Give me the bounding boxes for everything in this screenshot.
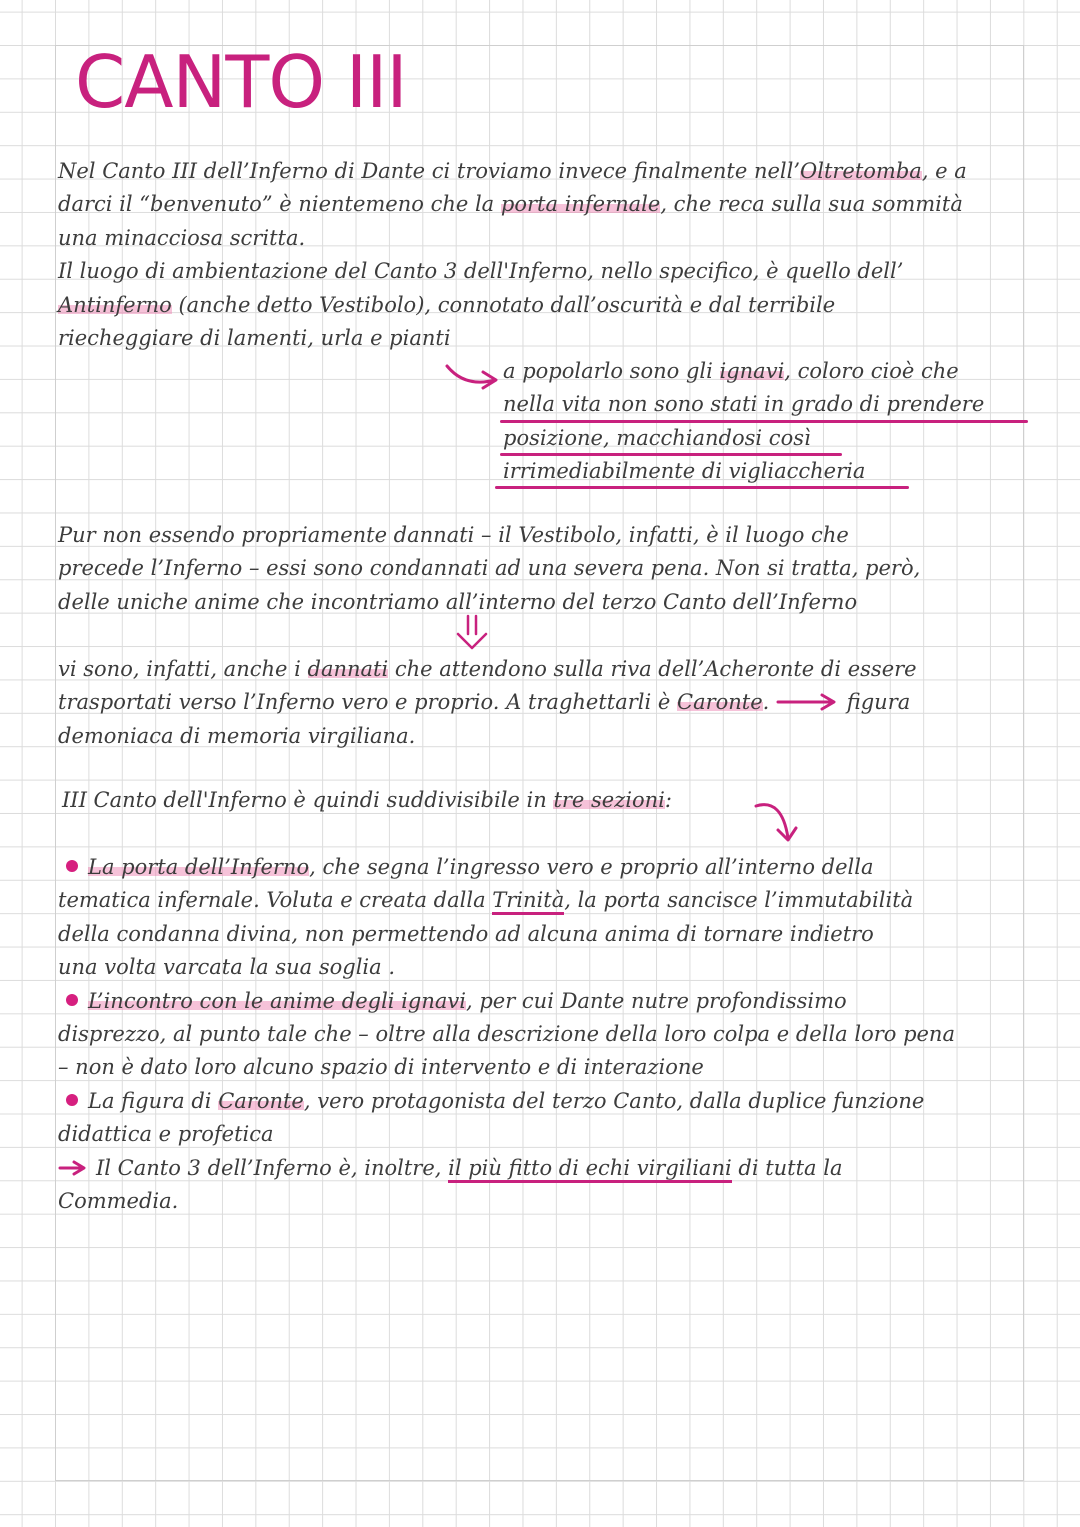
- highlight-oltretomba: Oltretomba: [800, 159, 922, 183]
- list-item-text: tematica infernale. Voluta e creata dalla: [58, 888, 493, 913]
- highlight-porta-inferno: La porta dell’Inferno: [88, 855, 310, 879]
- bullet-icon: [66, 860, 78, 872]
- highlight-caronte: Caronte: [677, 690, 763, 715]
- underline-trinita: Trinità: [492, 888, 564, 915]
- paragraph-note: figura: [846, 690, 911, 715]
- page-title: CANTO III: [75, 40, 407, 124]
- intro-line: una minacciosa scritta.: [58, 225, 306, 250]
- intro-paragraph: [58, 155, 1038, 355]
- list-item-text: disprezzo, al punto tale che – oltre alla descrizione della loro colpa e della loro pena: [58, 1022, 955, 1047]
- highlight-tre-sezioni: tre sezioni: [553, 788, 665, 812]
- highlight-ignavi: ignavi: [719, 359, 785, 383]
- intro-line: (anche detto Vestibolo), connotato dall’oscurità e dal terribile: [171, 292, 836, 317]
- list-item-text: – non è dato loro alcuno spazio di intervento e di interazione: [58, 1055, 704, 1080]
- highlight-incontro-ignavi: L’incontro con le anime degli ignavi: [88, 988, 466, 1013]
- list-item-text: didattica e profetica: [58, 1122, 274, 1147]
- list-item-text: una volta varcata la sua soglia .: [58, 955, 396, 980]
- underline-stroke: [500, 420, 1028, 423]
- list-item-text: , per cui Dante nutre profondissimo: [465, 988, 847, 1013]
- underline-stroke: [500, 453, 842, 456]
- paragraph-vestibolo: [58, 519, 1038, 619]
- sections-list: [58, 851, 1048, 1218]
- highlight-caronte-figura: Caronte: [218, 1088, 304, 1113]
- list-item-text: della condanna divina, non permettendo ad alcuna anima di tornare indietro: [58, 921, 874, 946]
- intro-line: , che reca sulla sua sommità: [660, 192, 963, 217]
- list-item-text: , vero protagonista del terzo Canto, dalla duplice funzione: [303, 1088, 925, 1113]
- underline-stroke: [495, 486, 909, 489]
- underline-echi-virgiliani: il più fitto di echi virgiliani: [448, 1156, 732, 1183]
- note-line: a popolarlo sono gli: [503, 359, 720, 383]
- curved-down-arrow-icon: [752, 796, 802, 848]
- sections-intro-text: :: [664, 788, 672, 812]
- paragraph-caronte: [58, 653, 1038, 753]
- curved-arrow-icon: [443, 358, 503, 394]
- conclusion-text: di tutta la: [731, 1155, 843, 1180]
- paragraph-line: Pur non essendo propriamente dannati – il Vestibolo, infatti, è il luogo che: [58, 523, 849, 547]
- note-line: posizione, macchiandosi così: [503, 425, 811, 450]
- paragraph-line: vi sono, infatti, anche i: [58, 657, 308, 681]
- list-item-text: , che segna l’ingresso vero e proprio all’interno della: [309, 855, 874, 879]
- list-item-text: La figura di: [88, 1088, 219, 1113]
- conclusion-text: Il Canto 3 dell’Inferno è, inoltre,: [96, 1155, 449, 1180]
- sections-intro-text: III Canto dell'Inferno è quindi suddivisibile in: [62, 788, 554, 812]
- highlight-porta-infernale: porta infernale: [500, 192, 661, 217]
- right-arrow-icon: [58, 1160, 88, 1176]
- intro-line: riecheggiare di lamenti, urla e pianti: [58, 326, 451, 351]
- conclusion-text: Commedia.: [58, 1189, 179, 1214]
- paragraph-line: che attendono sulla riva dell’Acheronte di essere: [388, 657, 917, 681]
- note-line: nella vita non sono stati in grado di prendere: [503, 392, 985, 417]
- intro-line: , e a: [921, 159, 967, 183]
- intro-line: Il luogo di ambientazione del Canto 3 dell'Inferno, nello specifico, è quello dell’: [58, 259, 904, 284]
- highlight-dannati: dannati: [307, 657, 389, 681]
- paragraph-line: delle uniche anime che incontriamo all’interno del terzo Canto dell’Inferno: [58, 589, 858, 614]
- right-arrow-icon: [776, 693, 840, 711]
- highlight-antinferno: Antinferno: [58, 292, 172, 317]
- paragraph-line: demoniaca di memoria virgiliana.: [58, 723, 416, 748]
- paragraph-line: .: [762, 690, 770, 715]
- intro-line: Nel Canto III dell’Inferno di Dante ci troviamo invece finalmente nell’: [58, 159, 801, 183]
- note-line: , coloro cioè che: [784, 359, 959, 383]
- double-down-arrow-icon: [452, 612, 492, 652]
- paragraph-line: trasportati verso l’Inferno vero e proprio. A traghettarli è: [58, 690, 677, 715]
- intro-line: darci il “benvenuto” è nientemeno che la: [58, 192, 501, 217]
- sections-intro: [62, 784, 1042, 817]
- note-line: irrimediabilmente di vigliaccheria: [503, 459, 866, 484]
- bullet-icon: [66, 1094, 78, 1106]
- bullet-icon: [66, 994, 78, 1006]
- paragraph-line: precede l’Inferno – essi sono condannati ad una severa pena. Non si tratta, però,: [58, 556, 921, 581]
- list-item-text: , la porta sancisce l’immutabilità: [564, 888, 914, 913]
